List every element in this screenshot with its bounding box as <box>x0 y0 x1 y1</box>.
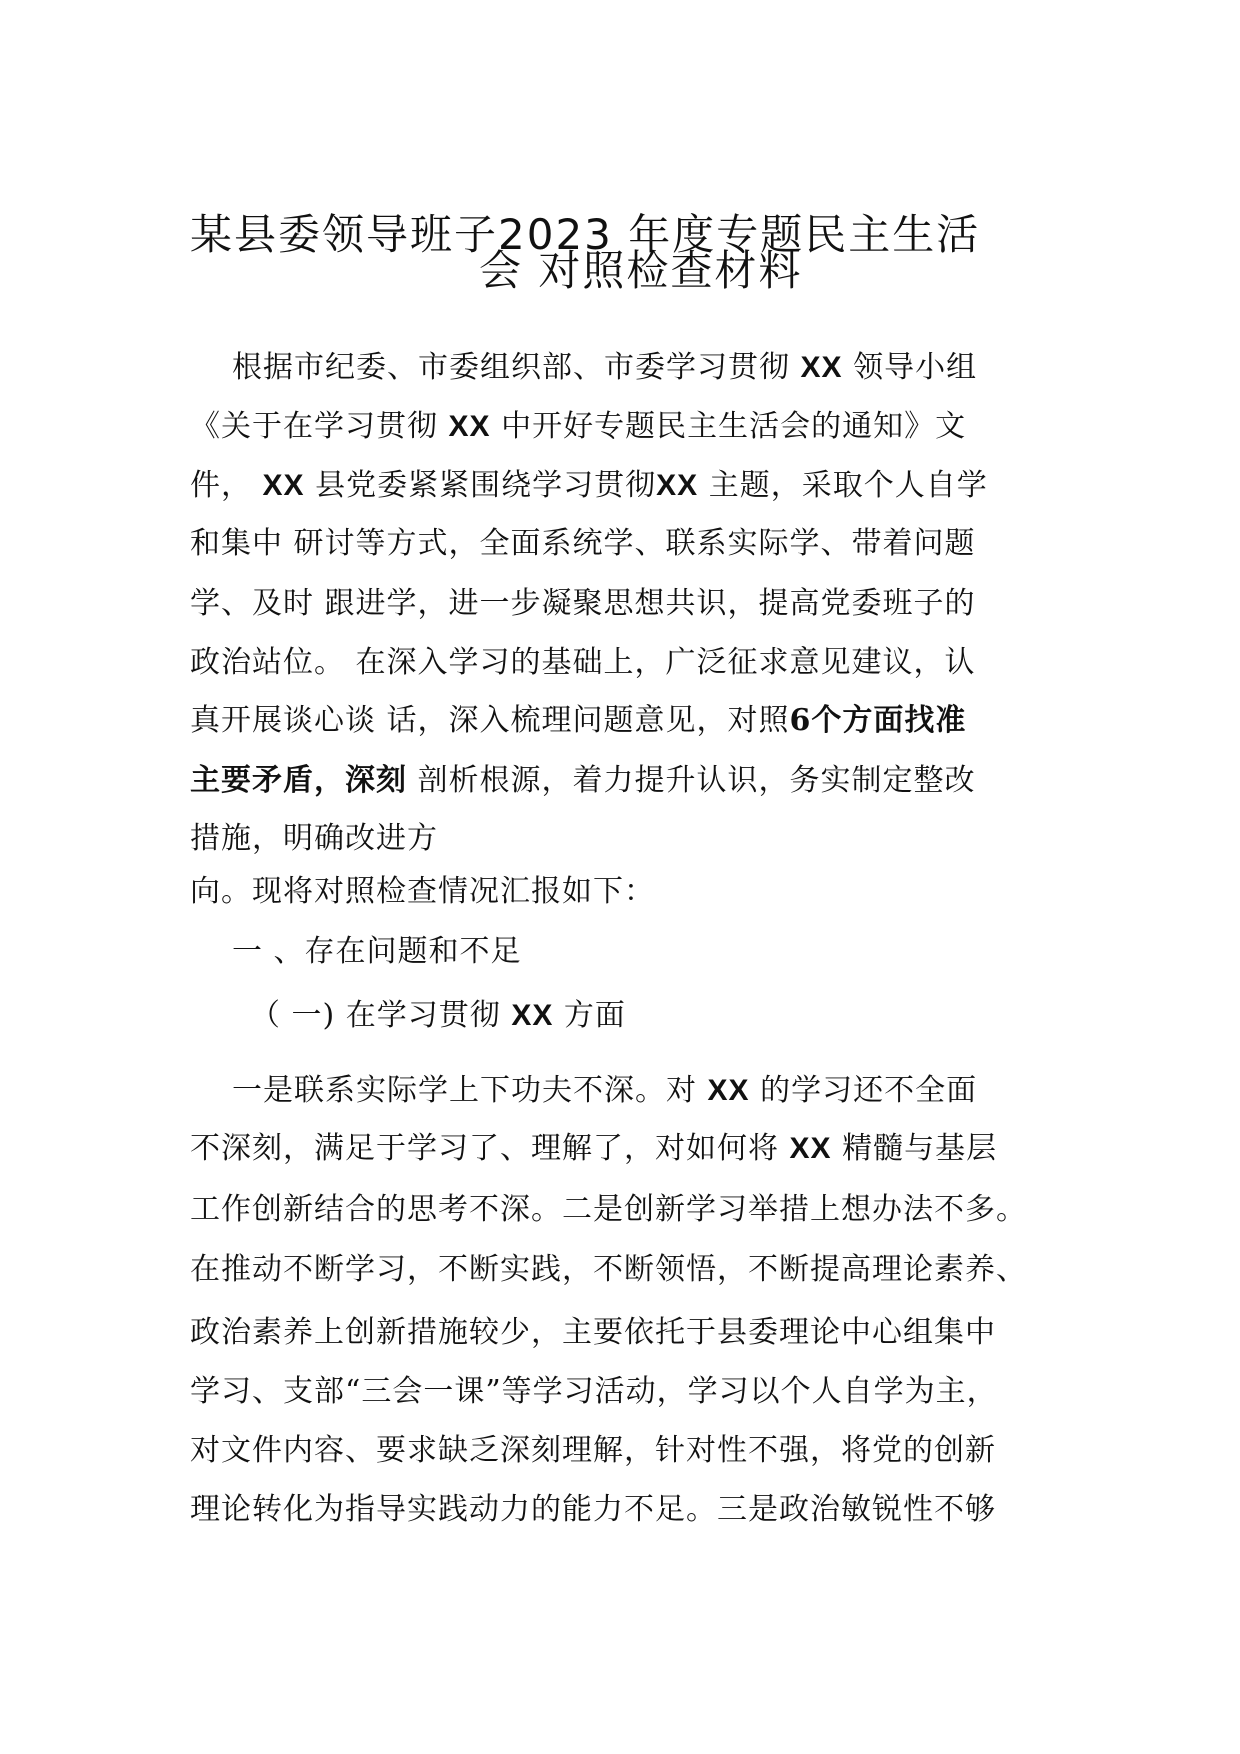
body-line <box>190 409 967 444</box>
text-segment: 方面 <box>553 998 626 1033</box>
text-segment: 件， <box>190 468 263 503</box>
body-line <box>232 1073 978 1108</box>
body-line <box>190 763 976 798</box>
body-line <box>190 1433 996 1468</box>
body-line <box>232 350 978 385</box>
text-segment: 《关于在学习贯彻 <box>190 409 449 444</box>
text-segment: 主题，采取个人自学 <box>698 468 988 503</box>
bold-text: XX <box>511 999 554 1032</box>
text-segment: 政治站位。 在深入学习的基础上，广泛征求意见建议，认 <box>190 645 976 680</box>
text-segment: 领导小组 <box>842 350 978 385</box>
body-line <box>190 821 438 856</box>
text-segment: 对文件内容、要求缺乏深刻理解，针对性不强，将党的创新 <box>190 1433 996 1468</box>
body-line <box>190 1252 1027 1287</box>
bold-text: 6个方面找准 <box>789 703 967 738</box>
body-line <box>190 1315 996 1350</box>
body-line <box>190 1492 996 1527</box>
bold-text: XX <box>448 410 491 443</box>
body-line <box>190 645 976 680</box>
body-line <box>190 526 976 561</box>
body-line <box>250 998 626 1033</box>
text-segment: 剖析根源，着力提升认识，务实制定整改 <box>407 763 976 798</box>
text-segment: 的学习还不全面 <box>749 1073 978 1108</box>
text-segment: 理论转化为指导实践动力的能力不足。三是政治敏锐性不够 <box>190 1492 996 1527</box>
text-segment: 一是联系实际学上下功夫不深。对 <box>232 1073 708 1108</box>
body-line <box>190 703 967 738</box>
document-title-line-1: 某县委领导班子2023 年度专题民主生活 <box>190 210 981 259</box>
text-segment: 县党委紧紧围绕学习贯彻 <box>304 468 657 503</box>
bold-text: XX <box>707 1074 750 1107</box>
text-segment: 向。现将对照检查情况汇报如下： <box>190 874 655 909</box>
text-segment: 中开好专题民主生活会的通知》文 <box>490 409 967 444</box>
text-segment: 学习、支部“三会一课”等学习活动，学习以个人自学为主， <box>190 1374 998 1409</box>
text-segment: 在推动不断学习，不断实践，不断领悟，不断提高理论素养、 <box>190 1252 1027 1287</box>
bold-text: 主要矛盾，深刻 <box>190 763 407 798</box>
text-segment: 和集中 研讨等方式，全面系统学、联系实际学、带着问题 <box>190 526 976 561</box>
bold-text: XX <box>800 351 843 384</box>
text-segment: 根据市纪委、市委组织部、市委学习贯彻 <box>232 350 801 385</box>
body-line <box>190 586 976 621</box>
text-segment: 一 、存在问题和不足 <box>232 934 522 969</box>
text-segment: 不深刻，满足于学习了、理解了，对如何将 <box>190 1131 790 1166</box>
body-line <box>190 1374 998 1409</box>
body-line <box>190 874 655 909</box>
body-line <box>190 1192 1027 1227</box>
text-segment: 政治素养上创新措施较少，主要依托于县委理论中心组集中 <box>190 1315 996 1350</box>
text-segment: 真开展谈心谈 话，深入梳理问题意见，对照 <box>190 703 790 738</box>
body-line <box>190 1131 998 1166</box>
text-segment: 措施，明确改进方 <box>190 821 438 856</box>
document-title-line-2: 会 对照检查材料 <box>479 246 803 295</box>
text-segment: 工作创新结合的思考不深。二是创新学习举措上想办法不多。 <box>190 1192 1027 1227</box>
bold-text: XX <box>789 1132 832 1165</box>
text-segment: 学、及时 跟进学，进一步凝聚思想共识，提高党委班子的 <box>190 586 976 621</box>
body-line <box>190 468 988 503</box>
text-segment: （ 一) 在学习贯彻 <box>250 998 512 1033</box>
text-segment: 精髓与基层 <box>831 1131 998 1166</box>
body-line <box>232 934 522 969</box>
bold-text: XX <box>656 469 699 502</box>
bold-text: XX <box>262 469 305 502</box>
